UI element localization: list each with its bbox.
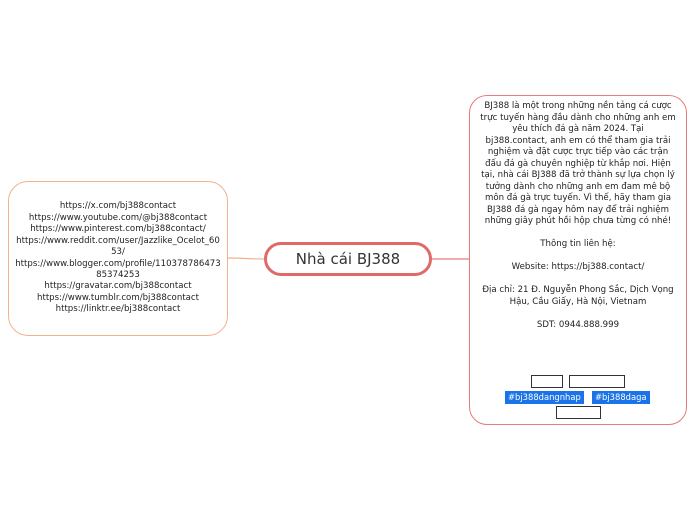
empty-attachment-box-1[interactable] — [531, 375, 563, 388]
address-text: Địa chỉ: 21 Đ. Nguyễn Phong Sắc, Dịch Vọng Hậu, Cầu Giấy, Hà Nội, Vietnam — [482, 285, 674, 307]
link-blogger[interactable]: https://www.blogger.com/profile/11037878647385374253 — [15, 258, 221, 280]
central-topic-label: Nhà cái BJ388 — [295, 250, 401, 268]
link-linktree[interactable]: https://linktr.ee/bj388contact — [55, 304, 181, 315]
link-pinterest[interactable]: https://www.pinterest.com/bj388contact/ — [30, 224, 206, 235]
website-text: Website: https://bj388.contact/ — [511, 262, 645, 272]
tag-bj388dangnhap[interactable]: #bj388dangnhap — [505, 391, 584, 404]
link-tumblr[interactable]: https://www.tumblr.com/bj388contact — [37, 292, 199, 303]
tag-bj388daga[interactable]: #bj388daga — [592, 391, 650, 404]
links-topic[interactable] — [8, 181, 228, 336]
link-youtube[interactable]: https://www.youtube.com/@bj388contact — [28, 212, 208, 223]
phone-text: SDT: 0944.888.999 — [536, 319, 620, 330]
empty-attachment-box-2[interactable] — [569, 375, 625, 388]
empty-attachment-box-3[interactable] — [556, 406, 601, 419]
description-topic[interactable] — [469, 95, 687, 425]
contact-heading: Thông tin liên hệ: — [540, 239, 616, 249]
link-gravatar[interactable]: https://gravatar.com/bj388contact — [44, 281, 192, 292]
link-x[interactable]: https://x.com/bj388contact — [59, 201, 177, 212]
link-reddit[interactable]: https://www.reddit.com/user/Jazzlike_Ocelot_6053/ — [16, 235, 220, 258]
central-topic[interactable] — [264, 242, 432, 276]
description-text: BJ388 là một trong những nền tảng cá cược trực tuyến hàng đầu dành cho những anh em yêu thích đá gà năm 2024. Tại bj388.contact, anh em có thể tham gia trải nghiệm và đặt cược trực tiếp vào các trận đấu đá gà chuyên nghiệp từ khắp nơi. Hiện tại, nhà cái BJ388 đã trở thành sự lựa chọn lý tưởng dành cho những anh em đam mê bộ môn đá gà trực tuyến. Vì thế, hãy tham gia BJ388 đá gà ngay hôm nay để trải nghiệm những giây phút hồi hộp chưa từng có nhé! — [480, 101, 676, 226]
connector-left — [228, 258, 264, 259]
